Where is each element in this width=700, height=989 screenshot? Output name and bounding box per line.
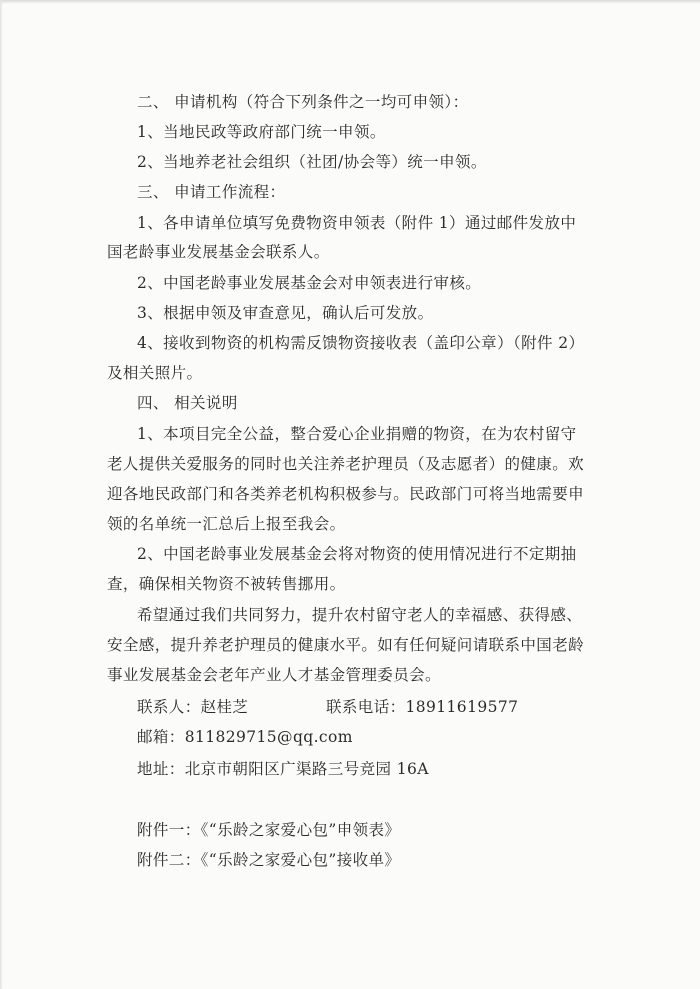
contact-address: 地址：北京市朝阳区广渠路三号竞园 16A <box>137 760 429 778</box>
paragraph-line: 老人提供关爱服务的同时也关注养老护理员（及志愿者）的健康。欢 <box>107 455 585 473</box>
section-heading-workflow: 三、 申请工作流程： <box>137 183 286 201</box>
scan-edge-top <box>0 0 700 4</box>
list-item: 2、中国老龄事业发展基金会对申领表进行审核。 <box>137 274 482 292</box>
scan-edge-left <box>0 0 3 989</box>
contact-person: 联系人：赵桂芝 <box>137 698 249 716</box>
paragraph-line: 领的名单统一汇总后上报至我会。 <box>107 515 346 533</box>
paragraph-line: 1、本项目完全公益，整合爱心企业捐赠的物资，在为农村留守 <box>137 425 577 443</box>
list-item: 4、接收到物资的机构需反馈物资接收表（盖印公章）（附件 2） <box>137 334 585 352</box>
list-item: 3、根据申领及审查意见，确认后可发放。 <box>137 304 434 322</box>
closing-paragraph-line: 安全感，提升养老护理员的健康水平。如有任何疑问请联系中国老龄 <box>107 636 585 654</box>
paragraph-line: 2、中国老龄事业发展基金会将对物资的使用情况进行不定期抽 <box>137 545 577 563</box>
list-item: 1、当地民政等政府部门统一申领。 <box>137 123 386 141</box>
closing-paragraph-line: 希望通过我们共同努力，提升农村留守老人的幸福感、获得感、 <box>137 606 583 624</box>
list-item-continuation: 及相关照片。 <box>107 364 203 382</box>
list-item: 2、当地养老社会组织（社团/协会等）统一申领。 <box>137 153 487 171</box>
attachment-1: 附件一：《“乐龄之家爱心包”申领表》 <box>137 821 401 839</box>
paragraph-line: 迎各地民政部门和各类养老机构积极参与。民政部门可将当地需要申 <box>107 485 585 503</box>
list-item-continuation: 国老龄事业发展基金会联系人。 <box>107 243 330 261</box>
section-heading-notes: 四、 相关说明 <box>137 394 238 412</box>
closing-paragraph-line: 事业发展基金会老年产业人才基金管理委员会。 <box>107 666 441 684</box>
contact-phone: 联系电话：18911619577 <box>326 698 519 716</box>
attachment-2: 附件二：《“乐龄之家爱心包”接收单》 <box>137 851 401 869</box>
list-item: 1、各申请单位填写免费物资申领表（附件 1）通过邮件发放中 <box>137 214 577 232</box>
section-heading-application-institutions: 二、 申请机构（符合下列条件之一均可申领）： <box>137 93 469 111</box>
paragraph-line: 查，确保相关物资不被转售挪用。 <box>107 575 346 593</box>
contact-email: 邮箱：811829715@qq.com <box>137 728 353 746</box>
